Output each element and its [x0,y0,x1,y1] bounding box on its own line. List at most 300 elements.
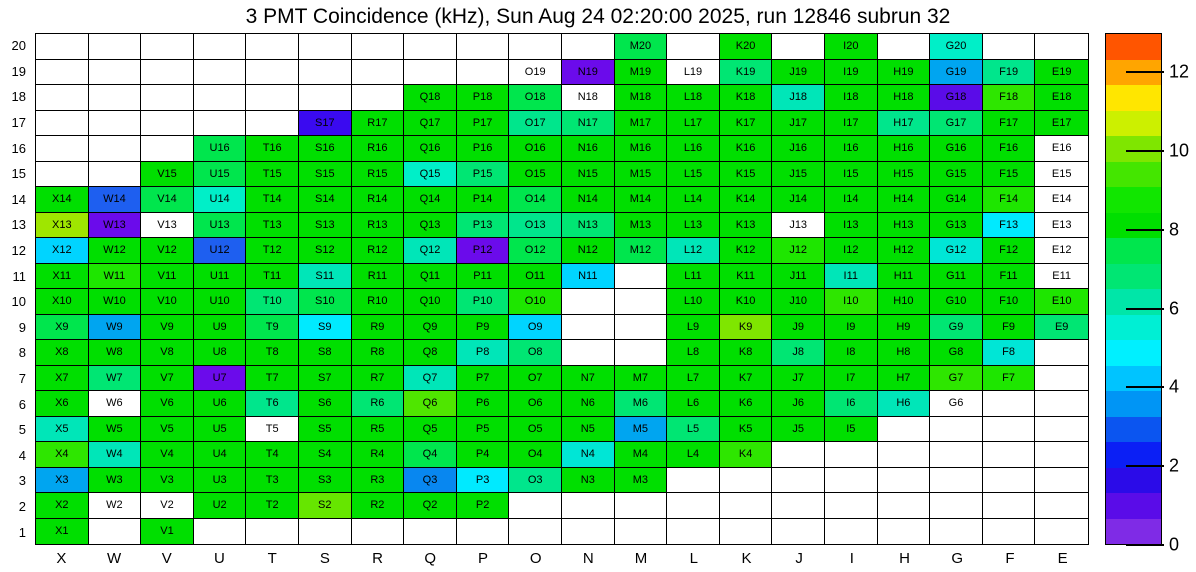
heatmap-cell: G11 [930,264,983,290]
heatmap-cell: O8 [509,340,562,366]
heatmap-cell: L8 [667,340,720,366]
x-axis-label: H [899,549,910,567]
heatmap-cell: X11 [36,264,89,290]
heatmap-cell: H8 [878,340,931,366]
heatmap-cell: E17 [1035,111,1088,137]
colorbar [1105,33,1162,545]
y-axis-label: 17 [11,115,26,131]
colorbar-band [1106,519,1161,545]
heatmap-cell: R8 [352,340,405,366]
heatmap-cell: K13 [720,213,773,239]
heatmap-cell: U7 [194,366,247,392]
heatmap-cell: L4 [667,442,720,468]
heatmap-cell [1035,340,1088,366]
heatmap-cell: T4 [246,442,299,468]
heatmap-cell: W14 [89,187,142,213]
heatmap-cell: U15 [194,162,247,188]
heatmap-cell: S4 [299,442,352,468]
heatmap-cell [1035,468,1088,494]
heatmap-cell: O17 [509,111,562,137]
heatmap-cell [36,60,89,86]
heatmap-cell [299,85,352,111]
heatmap-cell: L9 [667,315,720,341]
heatmap-cell: X7 [36,366,89,392]
colorbar-band [1106,238,1161,264]
heatmap-cell [89,34,142,60]
heatmap-cell [246,34,299,60]
heatmap-cell: H18 [878,85,931,111]
heatmap-cell: F15 [983,162,1036,188]
y-axis-label: 9 [18,319,26,335]
y-axis-label: 4 [18,447,26,463]
heatmap-cell [352,60,405,86]
heatmap-cell: O15 [509,162,562,188]
heatmap-cell: N15 [562,162,615,188]
heatmap-cell: O14 [509,187,562,213]
heatmap-cell: O18 [509,85,562,111]
heatmap-cell: I12 [825,238,878,264]
heatmap-cell: Q13 [404,213,457,239]
y-axis-label: 6 [18,396,26,412]
heatmap-cell: Q12 [404,238,457,264]
heatmap-cell: R17 [352,111,405,137]
heatmap-cell: I15 [825,162,878,188]
heatmap-cell: W9 [89,315,142,341]
heatmap-cell: R6 [352,391,405,417]
heatmap-cell: F16 [983,136,1036,162]
heatmap-cell [667,493,720,519]
heatmap-cell [299,34,352,60]
heatmap-cell [141,85,194,111]
heatmap-cell: X10 [36,289,89,315]
colorbar-band [1106,468,1161,494]
heatmap-cell: S11 [299,264,352,290]
heatmap-cell: F18 [983,85,1036,111]
colorbar-tick [1126,308,1164,310]
heatmap-cell: J14 [772,187,825,213]
heatmap-cell: N3 [562,468,615,494]
heatmap-cell: N18 [562,85,615,111]
heatmap-cell: T13 [246,213,299,239]
heatmap-cell: G7 [930,366,983,392]
heatmap-cell [299,519,352,545]
x-axis-label: V [161,549,172,567]
heatmap-cell: K18 [720,85,773,111]
heatmap-cell: M13 [615,213,668,239]
heatmap-cell: H13 [878,213,931,239]
heatmap-cell [772,519,825,545]
heatmap-cell: R13 [352,213,405,239]
heatmap-cell: E16 [1035,136,1088,162]
heatmap-cell [1035,519,1088,545]
heatmap-cell: R10 [352,289,405,315]
heatmap-cell: N7 [562,366,615,392]
heatmap-cell: W3 [89,468,142,494]
heatmap-cell: J17 [772,111,825,137]
heatmap-cell: O12 [509,238,562,264]
heatmap-cell [89,85,142,111]
heatmap-cell: I5 [825,417,878,443]
heatmap-cell: U11 [194,264,247,290]
heatmap-cell: K10 [720,289,773,315]
heatmap-cell [246,85,299,111]
heatmap-cell [36,85,89,111]
heatmap-cell: L10 [667,289,720,315]
heatmap-cell: R7 [352,366,405,392]
heatmap-cell: S12 [299,238,352,264]
heatmap-cell: U8 [194,340,247,366]
heatmap-cell: O10 [509,289,562,315]
heatmap-cell [667,519,720,545]
heatmap-cell: E15 [1035,162,1088,188]
heatmap-cell [772,468,825,494]
heatmap-cell: K6 [720,391,773,417]
heatmap-cell: H11 [878,264,931,290]
heatmap-cell: M19 [615,60,668,86]
heatmap-cell: L5 [667,417,720,443]
heatmap-cell: M3 [615,468,668,494]
heatmap-cell: N14 [562,187,615,213]
heatmap-cell: P16 [457,136,510,162]
heatmap-cell: W8 [89,340,142,366]
heatmap-cell: U12 [194,238,247,264]
heatmap-cell: J7 [772,366,825,392]
heatmap-cell: V6 [141,391,194,417]
heatmap-cell: H14 [878,187,931,213]
heatmap-cell: P15 [457,162,510,188]
heatmap-cell: U6 [194,391,247,417]
heatmap-cell: X8 [36,340,89,366]
heatmap-cell: E13 [1035,213,1088,239]
heatmap-cell [930,417,983,443]
heatmap-cell: P10 [457,289,510,315]
heatmap-cell [89,519,142,545]
heatmap-cell [194,519,247,545]
heatmap-cell: N16 [562,136,615,162]
heatmap-cell [1035,34,1088,60]
heatmap-cell: P6 [457,391,510,417]
heatmap-cell: S10 [299,289,352,315]
heatmap-cell: E11 [1035,264,1088,290]
heatmap-cell [878,417,931,443]
heatmap-cell [983,417,1036,443]
heatmap-cell [141,136,194,162]
x-axis-label: I [849,549,854,567]
colorbar-tick [1126,150,1164,152]
heatmap-cell: R2 [352,493,405,519]
heatmap-cell [615,264,668,290]
x-axis-label: K [741,549,752,567]
heatmap-cell: L14 [667,187,720,213]
heatmap-cell: V14 [141,187,194,213]
heatmap-cell: R4 [352,442,405,468]
heatmap-cell: I10 [825,289,878,315]
y-axis-label: 10 [11,294,26,310]
heatmap-cell [878,442,931,468]
heatmap-grid [35,33,1089,545]
colorbar-band [1106,340,1161,366]
heatmap-cell: F14 [983,187,1036,213]
heatmap-cell [36,111,89,137]
heatmap-cell: K20 [720,34,773,60]
heatmap-cell: S7 [299,366,352,392]
heatmap-cell [457,34,510,60]
heatmap-cell: J19 [772,60,825,86]
x-axis-label: Q [424,549,437,567]
heatmap-cell: S3 [299,468,352,494]
heatmap-cell [509,493,562,519]
heatmap-cell: U9 [194,315,247,341]
heatmap-cell: I11 [825,264,878,290]
heatmap-cell [246,111,299,137]
heatmap-cell [878,34,931,60]
heatmap-cell [562,340,615,366]
x-axis-label: S [319,549,330,567]
heatmap-cell: F17 [983,111,1036,137]
heatmap-cell: E10 [1035,289,1088,315]
heatmap-cell: K9 [720,315,773,341]
heatmap-cell [89,162,142,188]
heatmap-cell: V1 [141,519,194,545]
heatmap-cell: Q4 [404,442,457,468]
heatmap-cell [720,468,773,494]
heatmap-cell: T5 [246,417,299,443]
heatmap-cell: P13 [457,213,510,239]
heatmap-cell: H12 [878,238,931,264]
heatmap-cell: K14 [720,187,773,213]
heatmap-cell [562,493,615,519]
heatmap-cell: V8 [141,340,194,366]
heatmap-cell: M7 [615,366,668,392]
heatmap-cell [141,111,194,137]
heatmap-cell: T12 [246,238,299,264]
heatmap-cell: X1 [36,519,89,545]
heatmap-cell: Q16 [404,136,457,162]
heatmap-cell: J9 [772,315,825,341]
y-axis-label: 7 [18,371,26,387]
colorbar-band [1106,289,1161,315]
heatmap-cell: N4 [562,442,615,468]
heatmap-cell [930,519,983,545]
heatmap-cell [1035,366,1088,392]
heatmap-cell [615,493,668,519]
heatmap-cell: Q5 [404,417,457,443]
heatmap-cell [509,34,562,60]
heatmap-cell: F9 [983,315,1036,341]
y-axis [0,33,28,545]
heatmap-cell: T10 [246,289,299,315]
colorbar-band [1106,85,1161,111]
heatmap-cell: E19 [1035,60,1088,86]
heatmap-cell [89,60,142,86]
heatmap-cell: M20 [615,34,668,60]
colorbar-tick-label: 12 [1169,61,1190,82]
x-axis-label: R [372,549,383,567]
heatmap-cell: P5 [457,417,510,443]
heatmap-cell: T14 [246,187,299,213]
heatmap-cell: E18 [1035,85,1088,111]
heatmap-cell: X9 [36,315,89,341]
heatmap-cell [299,60,352,86]
heatmap-cell: W4 [89,442,142,468]
heatmap-cell [562,34,615,60]
colorbar-tick-label: 10 [1169,140,1190,161]
heatmap-cell [194,60,247,86]
heatmap-cell: M17 [615,111,668,137]
heatmap-cell [562,315,615,341]
heatmap-cell: W2 [89,493,142,519]
heatmap-cell: G17 [930,111,983,137]
heatmap-cell: P4 [457,442,510,468]
x-axis-label: X [56,549,67,567]
heatmap-cell: I16 [825,136,878,162]
heatmap-cell: I20 [825,34,878,60]
heatmap-cell: H16 [878,136,931,162]
heatmap-cell: I17 [825,111,878,137]
colorbar-band [1106,493,1161,519]
colorbar-tick-label: 8 [1169,219,1180,240]
heatmap-cell [615,315,668,341]
heatmap-cell: S8 [299,340,352,366]
heatmap-cell [457,519,510,545]
heatmap-cell [930,493,983,519]
heatmap-cell [194,34,247,60]
heatmap-cell: U5 [194,417,247,443]
y-axis-label: 1 [18,524,26,540]
heatmap-cell [352,85,405,111]
y-axis-label: 19 [11,63,26,79]
x-axis-label: N [582,549,594,567]
x-axis-label: O [529,549,542,567]
y-axis-label: 18 [11,89,26,105]
heatmap-cell: T8 [246,340,299,366]
heatmap-cell: L16 [667,136,720,162]
heatmap-cell: S14 [299,187,352,213]
heatmap-cell: F19 [983,60,1036,86]
colorbar-tick [1126,465,1164,467]
x-axis-label: J [795,549,803,567]
heatmap-cell: U10 [194,289,247,315]
x-axis-label: W [106,549,122,567]
heatmap-cell: W7 [89,366,142,392]
heatmap-cell: G14 [930,187,983,213]
heatmap-cell: R15 [352,162,405,188]
heatmap-cell: W12 [89,238,142,264]
heatmap-cell: I6 [825,391,878,417]
heatmap-cell: S2 [299,493,352,519]
y-axis-label: 8 [18,345,26,361]
x-axis-label: G [951,549,964,567]
heatmap-cell: G12 [930,238,983,264]
heatmap-cell: S9 [299,315,352,341]
heatmap-cell [509,519,562,545]
heatmap-cell [983,519,1036,545]
heatmap-cell: L11 [667,264,720,290]
heatmap-cell: O3 [509,468,562,494]
y-axis-label: 13 [11,217,26,233]
heatmap-cell [825,519,878,545]
heatmap-cell: E14 [1035,187,1088,213]
heatmap-cell: R3 [352,468,405,494]
heatmap-cell [720,493,773,519]
heatmap-cell: M4 [615,442,668,468]
heatmap-cell: G15 [930,162,983,188]
heatmap-cell: X2 [36,493,89,519]
heatmap-cell: N17 [562,111,615,137]
heatmap-cell: P7 [457,366,510,392]
heatmap-cell: Q15 [404,162,457,188]
heatmap-cell: K4 [720,442,773,468]
heatmap-cell: K11 [720,264,773,290]
heatmap-cell: Q18 [404,85,457,111]
heatmap-cell: S17 [299,111,352,137]
heatmap-cell [667,468,720,494]
heatmap-cell [983,34,1036,60]
heatmap-cell [352,34,405,60]
heatmap-cell [983,493,1036,519]
x-axis-label: P [477,549,488,567]
heatmap-cell: X3 [36,468,89,494]
heatmap-cell: I7 [825,366,878,392]
heatmap-cell: L18 [667,85,720,111]
heatmap-cell: S5 [299,417,352,443]
heatmap-cell: F12 [983,238,1036,264]
heatmap-cell: X13 [36,213,89,239]
heatmap-cell [772,493,825,519]
heatmap-cell: N12 [562,238,615,264]
heatmap-cell: J5 [772,417,825,443]
heatmap-cell: Q11 [404,264,457,290]
heatmap-cell: G16 [930,136,983,162]
heatmap-cell [667,34,720,60]
heatmap-cell: P18 [457,85,510,111]
heatmap-cell: V12 [141,238,194,264]
heatmap-cell: N11 [562,264,615,290]
heatmap-cell: M14 [615,187,668,213]
heatmap-cell [615,289,668,315]
heatmap-cell: S6 [299,391,352,417]
heatmap-cell: M18 [615,85,668,111]
colorbar-band [1106,442,1161,468]
heatmap-cell: P11 [457,264,510,290]
heatmap-cell [404,60,457,86]
heatmap-cell: P8 [457,340,510,366]
heatmap-cell: J12 [772,238,825,264]
heatmap-cell: U4 [194,442,247,468]
heatmap-cell [615,340,668,366]
colorbar-tick [1126,71,1164,73]
colorbar-band [1106,417,1161,443]
heatmap-cell: L6 [667,391,720,417]
heatmap-cell: Q8 [404,340,457,366]
heatmap-cell: I18 [825,85,878,111]
heatmap-cell: J16 [772,136,825,162]
heatmap-cell: Q9 [404,315,457,341]
heatmap-cell: F7 [983,366,1036,392]
heatmap-cell: S16 [299,136,352,162]
heatmap-cell: F11 [983,264,1036,290]
heatmap-cell: V11 [141,264,194,290]
y-axis-label: 15 [11,166,26,182]
heatmap-cell: L17 [667,111,720,137]
heatmap-cell: T6 [246,391,299,417]
heatmap-cell: V2 [141,493,194,519]
colorbar-band [1106,213,1161,239]
heatmap-cell [194,111,247,137]
heatmap-cell [772,442,825,468]
heatmap-cell: N5 [562,417,615,443]
heatmap-cell [36,162,89,188]
